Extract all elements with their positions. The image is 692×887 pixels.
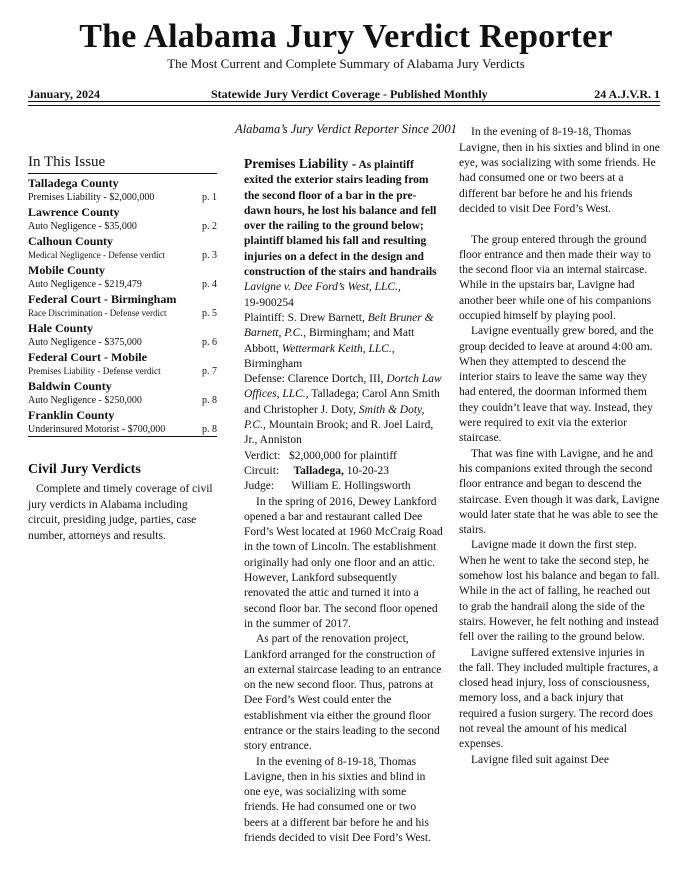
- entry-page: p. 6: [202, 337, 217, 348]
- judge-line: [244, 479, 443, 494]
- issue-entry: [28, 219, 217, 234]
- entry-page: p. 7: [202, 366, 217, 377]
- issue-divider-bottom: [28, 436, 217, 437]
- defense-attorney-2: Talladega; Carol Ann Smith and Christopher J. Doty,: [244, 388, 440, 416]
- article-column-1: [244, 156, 443, 845]
- plaintiff-city: Birmingham: [244, 357, 303, 370]
- county-heading: Lawrence County: [28, 205, 120, 219]
- verdict-label: Verdict:: [244, 449, 281, 462]
- citation: 24 A.J.V.R. 1: [594, 87, 660, 101]
- county-heading: Hale County: [28, 321, 94, 335]
- article-paragraph-cont: In the evening of 8-19-18, Thomas Lavigne, then in his sixties and blind in one eye, was socializing with some friends. He had consumed one or two beers at a different bar before he and his friends decided to visit Dee Ford’s West.: [459, 126, 660, 215]
- article-paragraph-split: In the evening of 8-19-18, Thomas Lavigne, then in his sixties and blind in one eye, was socializing with some friends. He had consumed one or two beers at a different bar before he and his friends decided to visit Dee Ford’s West.: [244, 755, 431, 845]
- defense-firm-1: Dortch Law Offices, LLC.,: [244, 373, 442, 401]
- article-headline: [244, 156, 443, 280]
- defense-label: Defense:: [244, 373, 285, 386]
- article-paragraph: That was fine with Lavigne, and he and his companions exited through the second floor entrance and began to descend the staircase. Even though it was dark, Lavigne would later state that he was able to see the stairs.: [459, 447, 660, 537]
- entry-text: Premises Liability - Defense verdict: [28, 366, 161, 376]
- case-number: 19-900254: [244, 296, 294, 309]
- issue-entry: [28, 277, 217, 292]
- entry-page: p. 3: [202, 250, 217, 261]
- issue-divider: [28, 173, 217, 174]
- defense-attorney-3: Mountain Brook; and R. Joel Laird, Jr., Anniston: [244, 419, 434, 447]
- article-paragraph: Lavigne filed suit against Dee: [471, 753, 609, 766]
- entry-page: p. 8: [202, 395, 217, 406]
- entry-page: p. 1: [202, 192, 217, 203]
- entry-page: p. 4: [202, 279, 217, 290]
- entry-text: Auto Negligence - $219,479: [28, 279, 142, 290]
- defense-firm-2: Smith & Doty, P.C.,: [244, 403, 425, 432]
- circuit-value: Talladega,: [293, 464, 344, 477]
- issue-entry: [28, 306, 217, 321]
- issue-entry: [28, 393, 217, 408]
- county-heading: Federal Court - Mobile: [28, 350, 147, 364]
- defense-counsel: [244, 372, 443, 448]
- tagline: Alabama’s Jury Verdict Reporter Since 2001: [235, 122, 457, 136]
- coverage-line: Statewide Jury Verdict Coverage - Published Monthly: [211, 87, 488, 101]
- verdict-value: $2,000,000 for plaintiff: [289, 449, 397, 462]
- header-rule: [28, 101, 660, 106]
- case-caption: [244, 280, 443, 311]
- article-paragraph: Lavigne suffered extensive injuries in the fall. They included multiple fractures, a closed head injury, loss of consciousness, memory loss, and a back injury that required a fusion surgery. The record does not reveal the amount of his medical expenses.: [459, 646, 659, 751]
- entry-text: Auto Negligence - $35,000: [28, 221, 137, 232]
- judge-label: Judge:: [244, 480, 275, 493]
- entry-page: p. 2: [202, 221, 217, 232]
- masthead-title: The Alabama Jury Verdict Reporter: [79, 18, 613, 55]
- verdict-line: [244, 449, 443, 464]
- plaintiff-firm-2: Wettermark Keith, LLC.,: [281, 342, 395, 355]
- article-paragraph: As part of the renovation project, Lankford arranged for the construction of an external staircase leading to an entrance on the new second floor. Thus, patrons at Dee Ford’s West could enter the establishment via either the ground floor entrance or the stairs leading to the second story entrance.: [244, 633, 442, 753]
- case-name: Lavigne v. Dee Ford’s West, LLC.,: [244, 281, 401, 294]
- issue-date: January, 2024: [28, 87, 101, 101]
- article-paragraph: The group entered through the ground floor entrance and then made their way to the second floor via an internal staircase. While in the upstairs bar, Lavigne had another beer while one of his companions occupied himself by playing pool.: [459, 233, 652, 322]
- circuit-label: Circuit:: [244, 464, 280, 477]
- entry-text: Underinsured Motorist - $700,000: [28, 424, 166, 435]
- plaintiff-attorney-1: S. Drew Barnett,: [287, 311, 365, 324]
- entry-page: p. 8: [202, 424, 217, 435]
- civil-verdicts-body: Complete and timely coverage of civil jury verdicts in Alabama including circuit, presiding judge, parties, case number, attorneys and results.: [28, 483, 213, 542]
- entry-page: p. 5: [202, 308, 217, 319]
- circuit-line: [244, 464, 443, 479]
- article-paragraph: In the spring of 2016, Dewey Lankford opened a bar and restaurant called Dee Ford’s West located at 1960 McCraig Road in the town of Lincoln. The establishment originally had only one floor and an attic. However, Lankford subsequently renovated the attic and turned it into a second floor bar. The second floor opened in the summer of 2017.: [244, 495, 443, 630]
- issue-entry: [28, 422, 217, 437]
- issue-entry: [28, 190, 217, 205]
- in-this-issue-heading: In This Issue: [28, 154, 106, 170]
- county-heading: Mobile County: [28, 263, 106, 277]
- article-paragraph: Lavigne made it down the first step. When he went to take the second step, he somehow lost his balance and began to fall. While in the act of falling, he reached out to grab the handrail along the side of the stairs. However, he felt nothing and instead fell over the railing to the ground below.: [459, 539, 660, 644]
- county-heading: Federal Court - Birmingham: [28, 292, 177, 306]
- article-kicker: Premises Liability -: [244, 156, 357, 171]
- paragraph-continuation: [459, 126, 660, 233]
- plaintiff-firm-1: Belt Bruner & Barnett, P.C.,: [244, 311, 434, 340]
- county-heading: Calhoun County: [28, 234, 114, 248]
- issue-entry: [28, 248, 217, 263]
- county-heading: Baldwin County: [28, 379, 112, 393]
- headline-text: As plaintiff exited the exterior stairs leading from the second floor of a bar in the pre-dawn hours, he lost his balance and fell over the railing to the ground below; plaintiff blamed his fall and resulting injuries on a defect in the design and construction of the stairs and handrails: [244, 159, 437, 279]
- issue-entry: [28, 364, 217, 379]
- masthead-subtitle: The Most Current and Complete Summary of Alabama Jury Verdicts: [167, 56, 525, 71]
- issue-list: [28, 176, 217, 437]
- judge-value: William E. Hollingsworth: [291, 480, 411, 493]
- plaintiff-counsel: [244, 311, 443, 372]
- article-paragraph: Lavigne eventually grew bored, and the group decided to leave at around 4:00 am. When they attempted to descend the interior stairs to leave the same way they had entered, the doorman informed them they couldn’t leave that way. Instead, they were required to exit via the exterior staircase.: [459, 325, 654, 445]
- county-heading: Franklin County: [28, 408, 115, 422]
- entry-text: Auto Negligence - $375,000: [28, 337, 142, 348]
- plaintiff-attorney-2: Birmingham; and Matt Abbott,: [244, 327, 415, 355]
- article-column-2: [459, 126, 660, 768]
- entry-text: Race Discrimination - Defense verdict: [28, 308, 167, 318]
- entry-text: Medical Negligence - Defense verdict: [28, 250, 165, 260]
- circuit-date: 10-20-23: [346, 464, 389, 477]
- plaintiff-label: Plaintiff:: [244, 311, 285, 324]
- entry-text: Premises Liability - $2,000,000: [28, 192, 155, 203]
- civil-verdicts-heading: Civil Jury Verdicts: [28, 462, 141, 477]
- entry-text: Auto Negligence - $250,000: [28, 395, 142, 406]
- county-heading: Talladega County: [28, 176, 119, 190]
- issue-entry: [28, 335, 217, 350]
- defense-attorney-1: Clarence Dortch, III,: [287, 373, 384, 386]
